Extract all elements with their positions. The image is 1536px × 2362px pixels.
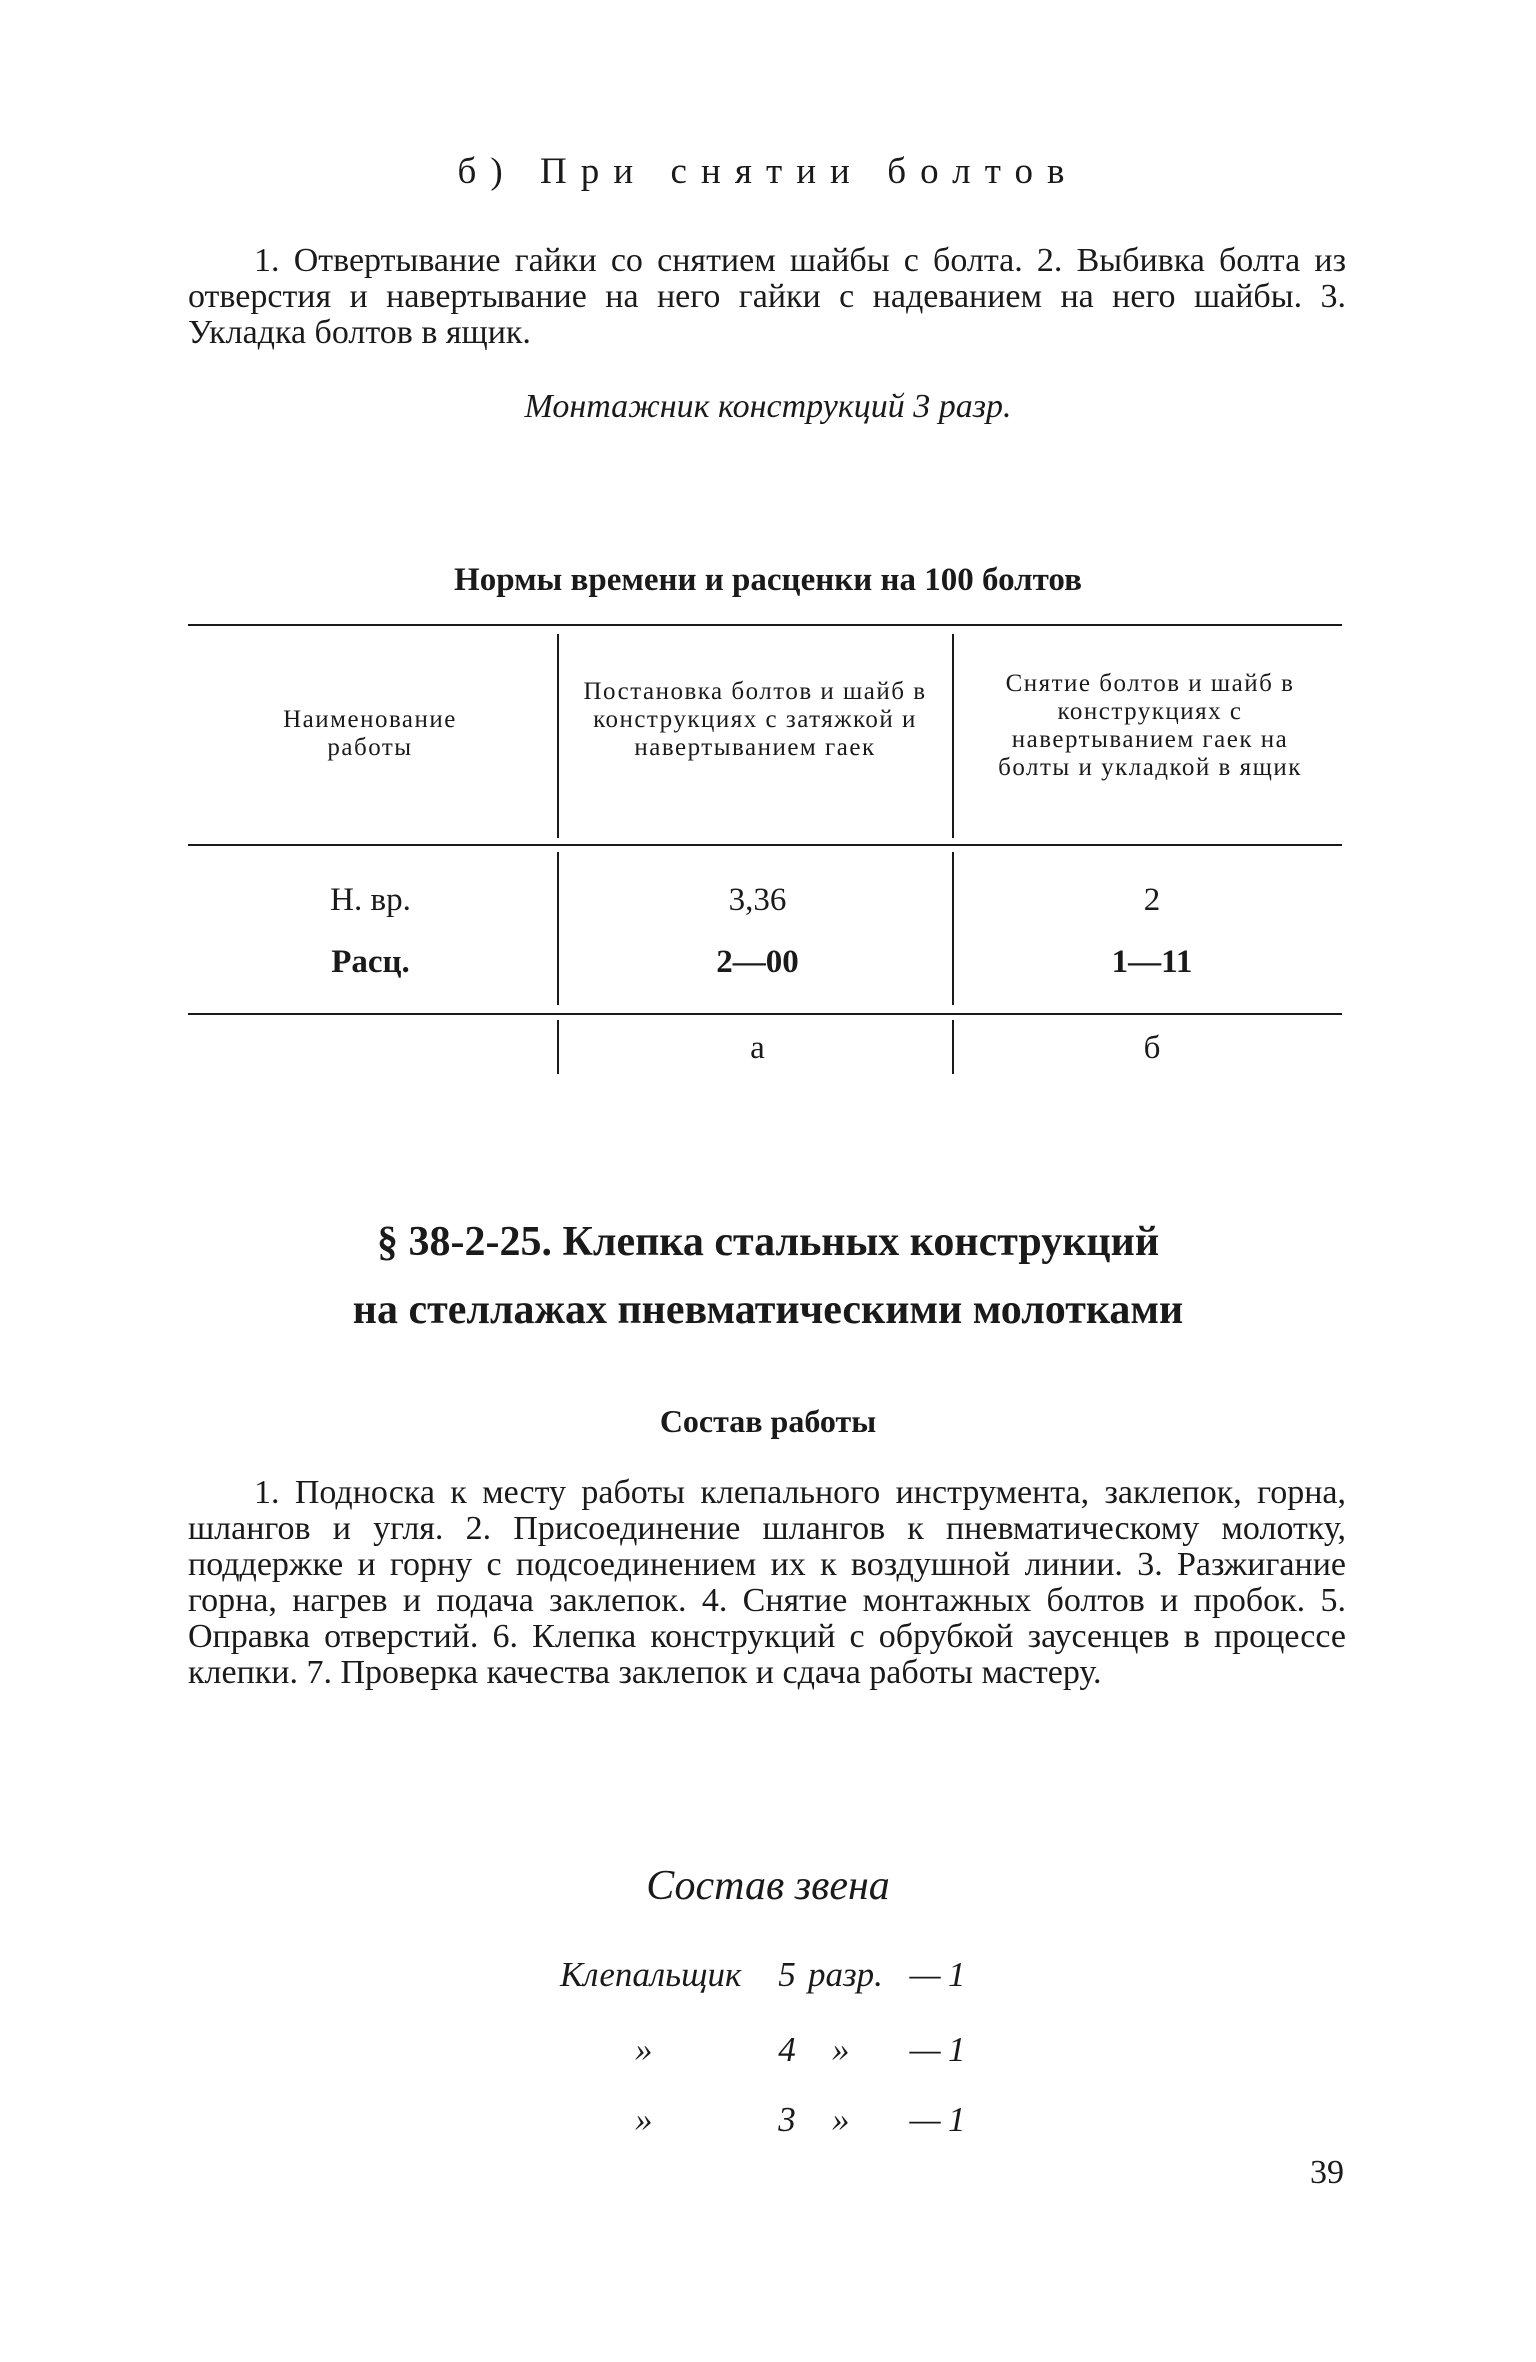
page-number: 39: [1310, 2154, 1344, 2191]
crew-unit: разр.: [808, 1955, 883, 1994]
table-header-cell: Снятие болтов и шайб в конструкциях с навертыванием гаек на болты и укладкой в ящик: [998, 670, 1302, 781]
crew-count: 1: [948, 2100, 966, 2139]
table-header-cell: Постановка болтов и шайб в конструкциях с затяжкой и навертыванием гаек: [583, 678, 927, 761]
crew-grade: 5: [778, 1955, 796, 1994]
section-title-line: § 38-2-25. Клепка стальных конструкций: [376, 1219, 1160, 1265]
crew-profession: »: [635, 2100, 653, 2139]
composition-heading: Состав работы: [659, 1403, 877, 1439]
table-divider: [952, 1020, 954, 1074]
crew-count: 1: [948, 1955, 966, 1994]
table-divider: [952, 852, 954, 1005]
crew-title: Состав звена: [646, 1863, 890, 1909]
crew-dash: —: [909, 2100, 941, 2139]
column-letter: б: [1143, 1030, 1161, 1066]
table-divider: [557, 852, 559, 1005]
crew-grade: 4: [778, 2030, 796, 2069]
removal-heading: б) При снятии болтов: [457, 151, 1079, 192]
column-letter: а: [750, 1030, 765, 1066]
table-divider: [557, 634, 559, 838]
table-cell: 3,36: [728, 882, 787, 918]
table-divider: [557, 1020, 559, 1074]
crew-count: 1: [948, 2030, 966, 2069]
table-divider: [952, 634, 954, 838]
table-cell: 2: [1143, 882, 1161, 918]
table-header-cell: Наименование работы: [283, 706, 457, 761]
table-row-label: Н. вр.: [330, 882, 411, 918]
crew-dash: —: [909, 1955, 941, 1994]
crew-profession: »: [635, 2030, 653, 2069]
table-header-rule: [188, 844, 1342, 846]
norms-table-title: Нормы времени и расценки на 100 болтов: [454, 562, 1082, 598]
table-cell: 1—11: [1111, 944, 1193, 980]
crew-profession: Клепальщик: [560, 1955, 742, 1994]
table-row-label: Расц.: [331, 944, 410, 980]
crew-grade: 3: [778, 2100, 796, 2139]
crew-unit: »: [832, 2030, 850, 2069]
composition-paragraph: 1. Подноска к месту работы клепального инструмента, заклепок, горна, шлангов и угля. 2. Присоединение шлангов к пневматическому молотку, поддержке и горну с подсоединением их к воздушной линии. 3. Разжигание горна, нагрев и подача заклепок. 4. Снятие монтажных болтов и пробок. 5. Оправка отверстий. 6. Клепка конструкций с обрубкой заусенцев в процессе клепки. 7. Проверка качества заклепок и сдача работы мастеру.: [188, 1474, 1346, 1691]
section-title: [0, 1208, 1536, 1344]
crew-dash: —: [909, 2030, 941, 2069]
removal-steps-paragraph: 1. Отвертывание гайки со снятием шайбы с болта. 2. Выбивка болта из отверстия и навертывание на него гайки с надеванием на него шайбы. 3. Укладка болтов в ящик.: [188, 242, 1346, 351]
table-cell: 2—00: [716, 944, 799, 980]
worker-grade-line: Монтажник конструкций 3 разр.: [524, 388, 1012, 425]
crew-unit: »: [832, 2100, 850, 2139]
section-title-line: на стеллажах пневматическими молотками: [352, 1287, 1184, 1333]
table-top-rule: [188, 624, 1342, 626]
table-bottom-rule: [188, 1013, 1342, 1015]
